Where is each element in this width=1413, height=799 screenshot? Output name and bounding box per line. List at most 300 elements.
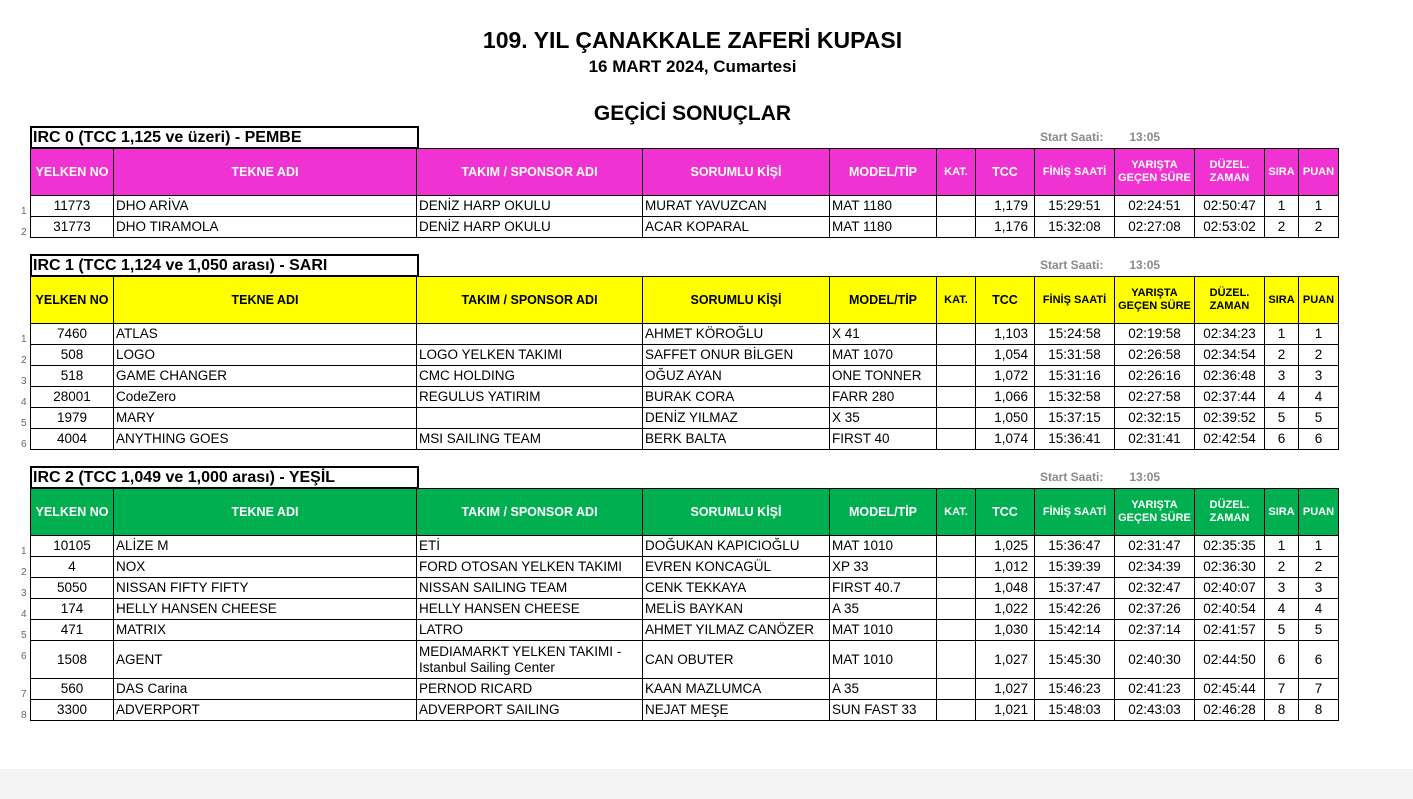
cell-rank: 6 — [1265, 429, 1299, 450]
document-title: 109. YIL ÇANAKKALE ZAFERİ KUPASI — [482, 27, 903, 53]
sail-no-value: 471 — [60, 622, 84, 637]
cell-finish-time: 15:32:08 — [1035, 217, 1115, 238]
start-time-label: Start Saati: — [1040, 130, 1104, 144]
row-number: 1 — [21, 334, 27, 345]
sail-no-value: 518 — [60, 368, 84, 383]
cell-boat-name: HELLY HANSEN CHEESE — [114, 599, 417, 620]
cell-tcc: 1,103 — [976, 324, 1035, 345]
header-elapsed-time: YARIŞTA GEÇEN SÜRE — [1115, 489, 1195, 536]
cell-elapsed-time: 02:37:14 — [1115, 620, 1195, 641]
cell-model-type: FIRST 40.7 — [830, 578, 937, 599]
cell-model-type: MAT 1180 — [830, 196, 937, 217]
cell-team-name: NISSAN SAILING TEAM — [417, 578, 643, 599]
cell-model-type: SUN FAST 33 — [830, 700, 937, 721]
cell-boat-name: MARY — [114, 408, 417, 429]
cell-finish-time: 15:32:58 — [1035, 387, 1115, 408]
cell-finish-time: 15:36:47 — [1035, 536, 1115, 557]
cell-points: 8 — [1299, 700, 1339, 721]
cell-team-name: PERNOD RICARD — [417, 679, 643, 700]
cell-points: 5 — [1299, 620, 1339, 641]
header-corrected-time: DÜZEL. ZAMAN — [1195, 277, 1265, 324]
table-row — [31, 641, 1339, 679]
cell-points: 3 — [1299, 578, 1339, 599]
cell-sail-no — [21, 578, 114, 599]
header-rank: SIRA — [1265, 277, 1299, 324]
cell-tcc: 1,179 — [976, 196, 1035, 217]
cell-model-type: X 35 — [830, 408, 937, 429]
cell-category — [937, 620, 976, 641]
header-corrected-time: DÜZEL. ZAMAN — [1195, 149, 1265, 196]
cell-points: 2 — [1299, 557, 1339, 578]
cell-team-name: LOGO YELKEN TAKIMI — [417, 345, 643, 366]
cell-rank: 3 — [1265, 366, 1299, 387]
cell-team-name: FORD OTOSAN YELKEN TAKIMI — [417, 557, 643, 578]
cell-elapsed-time: 02:27:58 — [1115, 387, 1195, 408]
cell-team-name: DENİZ HARP OKULU — [417, 217, 643, 238]
cell-tcc: 1,022 — [976, 599, 1035, 620]
cell-boat-name: CodeZero — [114, 387, 417, 408]
cell-points: 6 — [1299, 429, 1339, 450]
cell-rank: 8 — [1265, 700, 1299, 721]
cell-corrected-time: 02:46:28 — [1195, 700, 1265, 721]
header-sail-no: YELKEN NO — [31, 489, 114, 536]
row-number: 1 — [21, 546, 27, 557]
cell-tcc: 1,054 — [976, 345, 1035, 366]
cell-sail-no — [21, 324, 114, 345]
cell-boat-name: ADVERPORT — [114, 700, 417, 721]
header-boat-name: TEKNE ADI — [114, 277, 417, 324]
section-title: IRC 0 (TCC 1,125 ve üzeri) - PEMBE — [30, 126, 419, 149]
cell-points: 7 — [1299, 679, 1339, 700]
cell-corrected-time: 02:35:35 — [1195, 536, 1265, 557]
header-team-name: TAKIM / SPONSOR ADI — [417, 149, 643, 196]
cell-rank: 4 — [1265, 387, 1299, 408]
cell-tcc: 1,027 — [976, 679, 1035, 700]
header-finish-time: FİNİŞ SAATİ — [1035, 489, 1115, 536]
cell-sail-no — [21, 557, 114, 578]
results-table — [21, 148, 1339, 238]
table-row — [31, 217, 1339, 238]
cell-elapsed-time: 02:26:58 — [1115, 345, 1195, 366]
results-table — [21, 276, 1339, 450]
table-row — [31, 408, 1339, 429]
cell-boat-name: DHO TIRAMOLA — [114, 217, 417, 238]
cell-boat-name: LOGO — [114, 345, 417, 366]
cell-category — [937, 387, 976, 408]
cell-tcc: 1,021 — [976, 700, 1035, 721]
cell-sail-no — [21, 599, 114, 620]
table-row — [31, 345, 1339, 366]
header-elapsed-time: YARIŞTA GEÇEN SÜRE — [1115, 149, 1195, 196]
cell-elapsed-time: 02:24:51 — [1115, 196, 1195, 217]
cell-elapsed-time: 02:31:47 — [1115, 536, 1195, 557]
cell-elapsed-time: 02:43:03 — [1115, 700, 1195, 721]
cell-team-name: LATRO — [417, 620, 643, 641]
cell-sail-no — [21, 387, 114, 408]
sail-no-value: 28001 — [53, 389, 91, 404]
sail-no-value: 4004 — [56, 431, 88, 446]
header-rank: SIRA — [1265, 489, 1299, 536]
sail-no-value: 174 — [60, 601, 84, 616]
cell-model-type: A 35 — [830, 599, 937, 620]
cell-rank: 7 — [1265, 679, 1299, 700]
header-sail-no: YELKEN NO — [31, 277, 114, 324]
header-tcc: TCC — [976, 277, 1035, 324]
row-number: 1 — [21, 206, 27, 217]
cell-sail-no — [21, 620, 114, 641]
start-time — [1040, 130, 1160, 144]
cell-points: 3 — [1299, 366, 1339, 387]
cell-responsible-person: EVREN KONCAGÜL — [643, 557, 830, 578]
cell-tcc: 1,027 — [976, 641, 1035, 679]
header-category: KAT. — [937, 277, 976, 324]
cell-category — [937, 429, 976, 450]
header-model-type: MODEL/TİP — [830, 489, 937, 536]
cell-corrected-time: 02:42:54 — [1195, 429, 1265, 450]
cell-finish-time: 15:48:03 — [1035, 700, 1115, 721]
cell-elapsed-time: 02:40:30 — [1115, 641, 1195, 679]
cell-tcc: 1,025 — [976, 536, 1035, 557]
cell-elapsed-time: 02:19:58 — [1115, 324, 1195, 345]
cell-team-name: ADVERPORT SAILING — [417, 700, 643, 721]
header-responsible-person: SORUMLU KİŞİ — [643, 149, 830, 196]
cell-sail-no — [21, 700, 114, 721]
start-time-label: Start Saati: — [1040, 470, 1104, 484]
cell-responsible-person: MELİS BAYKAN — [643, 599, 830, 620]
cell-rank: 6 — [1265, 641, 1299, 679]
cell-category — [937, 324, 976, 345]
sail-no-value: 3300 — [56, 702, 88, 717]
header-responsible-person: SORUMLU KİŞİ — [643, 489, 830, 536]
cell-elapsed-time: 02:26:16 — [1115, 366, 1195, 387]
cell-responsible-person: ACAR KOPARAL — [643, 217, 830, 238]
cell-responsible-person: SAFFET ONUR BİLGEN — [643, 345, 830, 366]
header-model-type: MODEL/TİP — [830, 149, 937, 196]
cell-elapsed-time: 02:32:15 — [1115, 408, 1195, 429]
cell-elapsed-time: 02:37:26 — [1115, 599, 1195, 620]
cell-sail-no — [21, 345, 114, 366]
row-number: 4 — [21, 609, 27, 620]
cell-finish-time: 15:37:47 — [1035, 578, 1115, 599]
table-row — [31, 429, 1339, 450]
header-points: PUAN — [1299, 277, 1339, 324]
row-number: 8 — [21, 710, 27, 721]
cell-rank: 5 — [1265, 620, 1299, 641]
cell-team-name: ETİ — [417, 536, 643, 557]
row-number: 2 — [21, 355, 27, 366]
table-row — [31, 557, 1339, 578]
start-time-value: 13:05 — [1129, 258, 1161, 272]
cell-model-type: MAT 1180 — [830, 217, 937, 238]
cell-tcc: 1,048 — [976, 578, 1035, 599]
cell-points: 2 — [1299, 217, 1339, 238]
cell-sail-no — [21, 641, 114, 679]
cell-sail-no — [21, 679, 114, 700]
cell-category — [937, 217, 976, 238]
header-elapsed-time: YARIŞTA GEÇEN SÜRE — [1115, 277, 1195, 324]
cell-responsible-person: MURAT YAVUZCAN — [643, 196, 830, 217]
header-boat-name: TEKNE ADI — [114, 149, 417, 196]
cell-corrected-time: 02:40:07 — [1195, 578, 1265, 599]
table-row — [31, 536, 1339, 557]
header-row — [31, 149, 1339, 196]
cell-responsible-person: OĞUZ AYAN — [643, 366, 830, 387]
sail-no-value: 560 — [60, 681, 84, 696]
cell-sail-no — [21, 536, 114, 557]
cell-tcc: 1,072 — [976, 366, 1035, 387]
row-number: 7 — [21, 689, 27, 700]
cell-finish-time: 15:31:58 — [1035, 345, 1115, 366]
row-number: 2 — [21, 567, 27, 578]
cell-boat-name: DAS Carina — [114, 679, 417, 700]
cell-category — [937, 196, 976, 217]
cell-finish-time: 15:39:39 — [1035, 557, 1115, 578]
cell-tcc: 1,030 — [976, 620, 1035, 641]
cell-responsible-person: DOĞUKAN KAPICIOĞLU — [643, 536, 830, 557]
cell-finish-time: 15:24:58 — [1035, 324, 1115, 345]
cell-boat-name: NISSAN FIFTY FIFTY — [114, 578, 417, 599]
header-finish-time: FİNİŞ SAATİ — [1035, 149, 1115, 196]
footer-bar — [0, 769, 1413, 799]
cell-category — [937, 641, 976, 679]
cell-elapsed-time: 02:41:23 — [1115, 679, 1195, 700]
cell-category — [937, 366, 976, 387]
cell-category — [937, 345, 976, 366]
section-title: IRC 2 (TCC 1,049 ve 1,000 arası) - YEŞİL — [30, 466, 419, 489]
table-row — [31, 700, 1339, 721]
table-row — [31, 679, 1339, 700]
cell-model-type: X 41 — [830, 324, 937, 345]
cell-rank: 4 — [1265, 599, 1299, 620]
cell-boat-name: DHO ARİVA — [114, 196, 417, 217]
cell-sail-no — [21, 217, 114, 238]
cell-finish-time: 15:42:14 — [1035, 620, 1115, 641]
cell-responsible-person: BURAK CORA — [643, 387, 830, 408]
cell-points: 1 — [1299, 196, 1339, 217]
cell-model-type: MAT 1010 — [830, 620, 937, 641]
cell-corrected-time: 02:44:50 — [1195, 641, 1265, 679]
cell-corrected-time: 02:53:02 — [1195, 217, 1265, 238]
row-number: 3 — [21, 376, 27, 387]
cell-finish-time: 15:46:23 — [1035, 679, 1115, 700]
header-sail-no: YELKEN NO — [31, 149, 114, 196]
cell-points: 5 — [1299, 408, 1339, 429]
cell-rank: 2 — [1265, 557, 1299, 578]
cell-team-name: MEDIAMARKT YELKEN TAKIMI - Istanbul Sailing Center — [417, 641, 643, 679]
row-number: 4 — [21, 397, 27, 408]
cell-rank: 1 — [1265, 324, 1299, 345]
cell-model-type: MAT 1010 — [830, 641, 937, 679]
cell-responsible-person: CENK TEKKAYA — [643, 578, 830, 599]
cell-elapsed-time: 02:32:47 — [1115, 578, 1195, 599]
cell-sail-no — [21, 196, 114, 217]
header-rank: SIRA — [1265, 149, 1299, 196]
sail-no-value: 4 — [68, 559, 76, 574]
cell-corrected-time: 02:34:23 — [1195, 324, 1265, 345]
cell-tcc: 1,050 — [976, 408, 1035, 429]
cell-sail-no — [21, 366, 114, 387]
cell-model-type: MAT 1070 — [830, 345, 937, 366]
cell-boat-name: ANYTHING GOES — [114, 429, 417, 450]
cell-team-name: REGULUS YATIRIM — [417, 387, 643, 408]
header-boat-name: TEKNE ADI — [114, 489, 417, 536]
sail-no-value: 1979 — [56, 410, 88, 425]
header-category: KAT. — [937, 489, 976, 536]
cell-model-type: FIRST 40 — [830, 429, 937, 450]
sail-no-value: 11773 — [53, 198, 91, 213]
cell-points: 4 — [1299, 387, 1339, 408]
cell-responsible-person: KAAN MAZLUMCA — [643, 679, 830, 700]
cell-sail-no — [21, 429, 114, 450]
table-row — [31, 366, 1339, 387]
cell-rank: 5 — [1265, 408, 1299, 429]
cell-model-type: A 35 — [830, 679, 937, 700]
header-model-type: MODEL/TİP — [830, 277, 937, 324]
cell-corrected-time: 02:37:44 — [1195, 387, 1265, 408]
cell-boat-name: AGENT — [114, 641, 417, 679]
cell-finish-time: 15:31:16 — [1035, 366, 1115, 387]
cell-boat-name: ATLAS — [114, 324, 417, 345]
cell-tcc: 1,012 — [976, 557, 1035, 578]
table-row — [31, 599, 1339, 620]
cell-rank: 1 — [1265, 196, 1299, 217]
table-row — [31, 620, 1339, 641]
cell-elapsed-time: 02:34:39 — [1115, 557, 1195, 578]
cell-points: 6 — [1299, 641, 1339, 679]
cell-rank: 3 — [1265, 578, 1299, 599]
start-time-value: 13:05 — [1129, 130, 1161, 144]
results-subtitle: GEÇİCİ SONUÇLAR — [593, 102, 792, 125]
cell-tcc: 1,176 — [976, 217, 1035, 238]
start-time — [1040, 470, 1160, 484]
row-number: 5 — [21, 418, 27, 429]
cell-corrected-time: 02:39:52 — [1195, 408, 1265, 429]
row-number: 3 — [21, 588, 27, 599]
cell-model-type: FARR 280 — [830, 387, 937, 408]
header-category: KAT. — [937, 149, 976, 196]
cell-points: 4 — [1299, 599, 1339, 620]
cell-finish-time: 15:37:15 — [1035, 408, 1115, 429]
cell-responsible-person: AHMET YILMAZ CANÖZER — [643, 620, 830, 641]
cell-category — [937, 557, 976, 578]
cell-category — [937, 578, 976, 599]
cell-points: 1 — [1299, 536, 1339, 557]
header-finish-time: FİNİŞ SAATİ — [1035, 277, 1115, 324]
cell-team-name — [417, 324, 643, 345]
event-date: 16 MART 2024, Cumartesi — [588, 57, 797, 76]
cell-responsible-person: CAN OBUTER — [643, 641, 830, 679]
cell-category — [937, 536, 976, 557]
table-row — [31, 324, 1339, 345]
cell-boat-name: MATRIX — [114, 620, 417, 641]
cell-rank: 2 — [1265, 345, 1299, 366]
header-tcc: TCC — [976, 489, 1035, 536]
cell-corrected-time: 02:41:57 — [1195, 620, 1265, 641]
start-time-value: 13:05 — [1129, 470, 1161, 484]
cell-corrected-time: 02:36:48 — [1195, 366, 1265, 387]
cell-responsible-person: DENİZ YILMAZ — [643, 408, 830, 429]
table-row — [31, 196, 1339, 217]
row-number: 5 — [21, 630, 27, 641]
cell-corrected-time: 02:36:30 — [1195, 557, 1265, 578]
cell-corrected-time: 02:50:47 — [1195, 196, 1265, 217]
header-corrected-time: DÜZEL. ZAMAN — [1195, 489, 1265, 536]
cell-category — [937, 679, 976, 700]
header-row — [31, 277, 1339, 324]
cell-model-type: XP 33 — [830, 557, 937, 578]
cell-category — [937, 700, 976, 721]
cell-corrected-time: 02:34:54 — [1195, 345, 1265, 366]
cell-boat-name: NOX — [114, 557, 417, 578]
cell-finish-time: 15:45:30 — [1035, 641, 1115, 679]
section-irc2 — [20, 466, 1342, 721]
cell-category — [937, 408, 976, 429]
table-row — [31, 387, 1339, 408]
sail-no-value: 1508 — [56, 651, 88, 667]
cell-model-type: MAT 1010 — [830, 536, 937, 557]
header-responsible-person: SORUMLU KİŞİ — [643, 277, 830, 324]
sail-no-value: 10105 — [53, 538, 91, 553]
section-irc0 — [20, 126, 1342, 238]
section-irc1 — [20, 254, 1342, 450]
cell-sail-no — [21, 408, 114, 429]
cell-tcc: 1,074 — [976, 429, 1035, 450]
row-number: 6 — [21, 651, 27, 662]
cell-rank: 1 — [1265, 536, 1299, 557]
results-table — [21, 488, 1339, 721]
row-number: 2 — [21, 227, 27, 238]
cell-responsible-person: AHMET KÖROĞLU — [643, 324, 830, 345]
header-team-name: TAKIM / SPONSOR ADI — [417, 489, 643, 536]
cell-elapsed-time: 02:31:41 — [1115, 429, 1195, 450]
cell-finish-time: 15:36:41 — [1035, 429, 1115, 450]
cell-elapsed-time: 02:27:08 — [1115, 217, 1195, 238]
header-points: PUAN — [1299, 489, 1339, 536]
cell-team-name: CMC HOLDING — [417, 366, 643, 387]
header-row — [31, 489, 1339, 536]
header-tcc: TCC — [976, 149, 1035, 196]
cell-finish-time: 15:42:26 — [1035, 599, 1115, 620]
cell-corrected-time: 02:45:44 — [1195, 679, 1265, 700]
sail-no-value: 5050 — [56, 580, 88, 595]
cell-team-name: MSI SAILING TEAM — [417, 429, 643, 450]
section-title: IRC 1 (TCC 1,124 ve 1,050 arası) - SARI — [30, 254, 419, 277]
header-points: PUAN — [1299, 149, 1339, 196]
cell-rank: 2 — [1265, 217, 1299, 238]
table-row — [31, 578, 1339, 599]
cell-tcc: 1,066 — [976, 387, 1035, 408]
start-time — [1040, 258, 1160, 272]
cell-finish-time: 15:29:51 — [1035, 196, 1115, 217]
cell-boat-name: ALİZE M — [114, 536, 417, 557]
cell-team-name: HELLY HANSEN CHEESE — [417, 599, 643, 620]
header-team-name: TAKIM / SPONSOR ADI — [417, 277, 643, 324]
cell-corrected-time: 02:40:54 — [1195, 599, 1265, 620]
cell-team-name — [417, 408, 643, 429]
cell-boat-name: GAME CHANGER — [114, 366, 417, 387]
cell-points: 2 — [1299, 345, 1339, 366]
sail-no-value: 31773 — [53, 219, 91, 234]
row-number: 6 — [21, 439, 27, 450]
cell-points: 1 — [1299, 324, 1339, 345]
sail-no-value: 7460 — [56, 326, 88, 341]
cell-responsible-person: BERK BALTA — [643, 429, 830, 450]
cell-responsible-person: NEJAT MEŞE — [643, 700, 830, 721]
cell-model-type: ONE TONNER — [830, 366, 937, 387]
start-time-label: Start Saati: — [1040, 258, 1104, 272]
sail-no-value: 508 — [60, 347, 84, 362]
cell-category — [937, 599, 976, 620]
